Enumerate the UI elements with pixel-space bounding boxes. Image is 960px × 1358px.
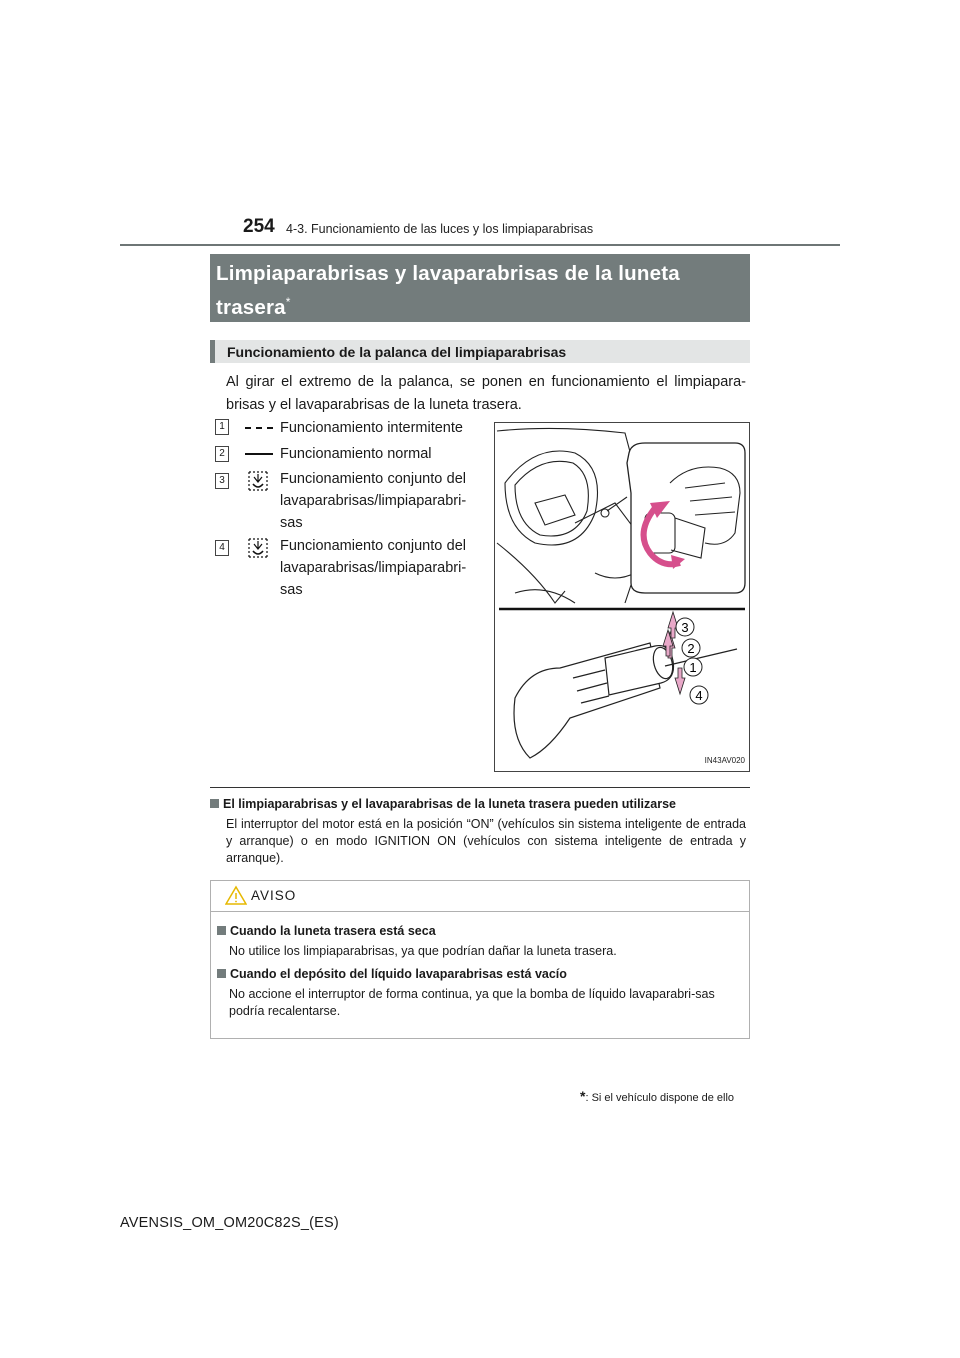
item-text: Funcionamiento normal: [280, 446, 432, 462]
subheading: [210, 340, 750, 363]
title-banner: [210, 254, 750, 322]
wiper-lever-figure: [494, 422, 750, 772]
warning-triangle-icon: [225, 885, 247, 905]
note-body: El interruptor del motor está en la posición “ON” (vehículos sin sistema inteligente de entrada y arranque) o en modo IGNITION ON (vehículos con sistema inteligente de entrada y arranque).: [226, 817, 746, 865]
footnote: [580, 1088, 734, 1104]
warning-item-heading: [217, 924, 436, 938]
warning-item-heading: [217, 967, 567, 981]
warning-item-heading-text: Cuando la luneta trasera está seca: [230, 924, 436, 938]
wiper-lever-illustration: [495, 423, 749, 771]
item-number-badge: 4: [215, 540, 229, 556]
page-number: 254: [243, 216, 275, 237]
page-title: [216, 260, 746, 322]
item-number-badge: 2: [215, 446, 229, 462]
item-text: Funcionamiento conjunto del lavaparabrisas/limpiaparabri-sas: [280, 538, 467, 598]
header-rule: [120, 244, 840, 246]
figure-label-1: 1: [689, 660, 697, 675]
warning-item-body: No utilice los limpiaparabrisas, ya que podrían dañar la luneta trasera.: [229, 944, 617, 958]
washer-spray-icon: [243, 535, 273, 561]
bullet-square-icon: [217, 969, 226, 978]
title-asterisk-icon: *: [285, 295, 291, 309]
figure-label-2: 2: [687, 641, 695, 656]
item-number-badge: 1: [215, 419, 229, 435]
warning-item-body: No accione el interruptor de forma continua, ya que la bomba de líquido lavaparabri-sas podría recalentarse.: [229, 987, 715, 1018]
figure-label-3: 3: [681, 620, 689, 635]
warning-item-heading-text: Cuando el depósito del líquido lavaparabrisas está vacío: [230, 967, 567, 981]
bullet-square-icon: [210, 799, 219, 808]
washer-spray-icon: [243, 468, 273, 494]
page-title-text: Limpiaparabrisas y lavaparabrisas de la luneta trasera: [216, 262, 680, 319]
bullet-square-icon: [217, 926, 226, 935]
footnote-asterisk-icon: *: [580, 1088, 586, 1104]
section-divider: [210, 787, 750, 788]
warning-header: [211, 881, 749, 912]
note-heading-text: El limpiaparabrisas y el lavaparabrisas de la luneta trasera pueden utilizarse: [223, 797, 676, 811]
dashed-line-icon: [243, 417, 273, 439]
warning-box: [210, 880, 750, 1039]
item-text: Funcionamiento intermitente: [280, 420, 463, 436]
figure-code: IN43AV020: [704, 756, 745, 765]
note-heading: [210, 797, 676, 811]
subheading-text: Funcionamiento de la palanca del limpiaparabrisas: [227, 344, 567, 360]
footnote-text: : Si el vehículo dispone de ello: [585, 1092, 735, 1104]
section-title: 4-3. Funcionamiento de las luces y los limpiaparabrisas: [286, 222, 594, 236]
document-code: AVENSIS_OM_OM20C82S_(ES): [120, 1215, 339, 1231]
item-number-badge: 3: [215, 473, 229, 489]
warning-title: AVISO: [251, 888, 297, 903]
intro-paragraph: Al girar el extremo de la palanca, se ponen en funcionamiento el limpiapara-brisas y el lavaparabrisas de la luneta trasera.: [226, 374, 746, 413]
figure-label-4: 4: [695, 688, 703, 703]
item-text: Funcionamiento conjunto del lavaparabrisas/limpiaparabri-sas: [280, 471, 467, 531]
solid-line-icon: [243, 443, 273, 465]
